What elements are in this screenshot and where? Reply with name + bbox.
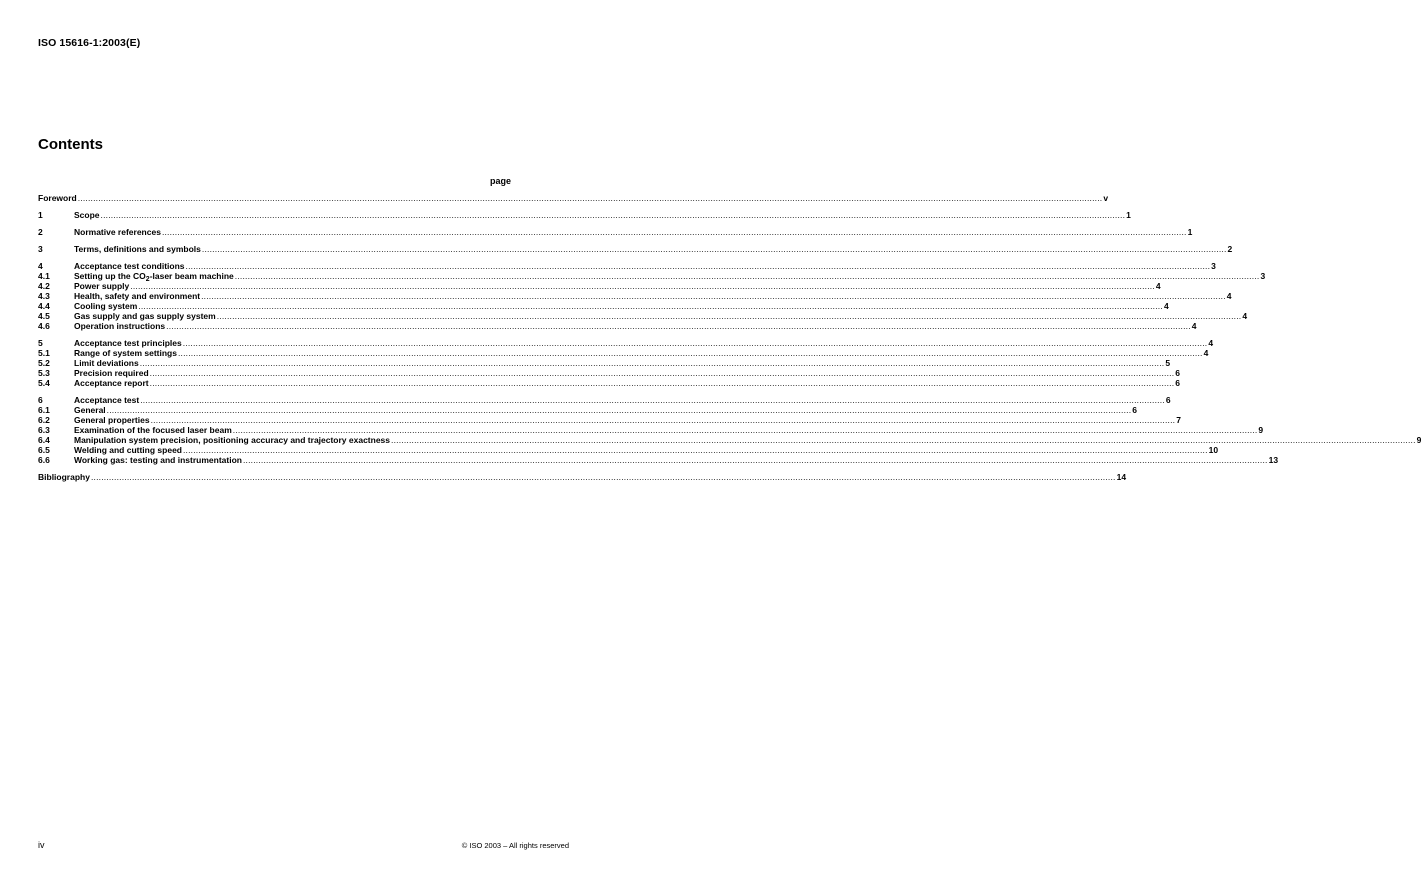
toc-entry-title <box>74 378 149 388</box>
toc-entry[interactable] <box>38 301 1169 311</box>
toc-entry-title <box>74 271 234 281</box>
toc-entry-title-text: General <box>74 405 106 415</box>
toc-entry-title-text: Scope <box>74 210 100 220</box>
toc-entry-title <box>74 321 165 331</box>
toc-entry-page: 9 <box>1416 435 1421 445</box>
toc-entry-page: 3 <box>1211 261 1216 271</box>
toc-leader-dots: ................................................................................................................................................................................................................................................................................................................................................................................................................ <box>177 348 1203 358</box>
toc-leader-dots: ................................................................................................................................................................................................................................................................................................................................................................................................................ <box>391 435 1416 445</box>
toc-entry[interactable] <box>38 378 1181 388</box>
toc-entry-title-text: Acceptance test conditions <box>74 261 185 271</box>
toc-entry[interactable] <box>38 338 1214 348</box>
toc-entry-title-subscript: 2 <box>145 276 150 283</box>
toc-entry-title <box>74 311 216 321</box>
footer-copyright: © ISO 2003 – All rights reserved <box>461 841 569 850</box>
toc-entry-number: 6.5 <box>38 445 50 455</box>
toc-entry-title <box>74 415 150 425</box>
toc-leader-dots: ................................................................................................................................................................................................................................................................................................................................................................................................................ <box>185 261 1211 271</box>
toc-entry[interactable] <box>38 358 1171 368</box>
toc-entry-title <box>74 435 390 445</box>
toc-leader-dots: ................................................................................................................................................................................................................................................................................................................................................................................................................ <box>201 291 1226 301</box>
toc-entry-title <box>74 405 106 415</box>
toc-entry-number: 5.2 <box>38 358 50 368</box>
toc-entry-title <box>74 210 100 220</box>
toc-entry[interactable] <box>38 425 1264 435</box>
toc-entry-title-text: Operation instructions <box>74 321 166 331</box>
toc-entry-title <box>74 455 242 465</box>
toc-entry-page: 2 <box>1227 244 1233 254</box>
toc-leader-dots: ................................................................................................................................................................................................................................................................................................................................................................................................................ <box>140 395 1165 405</box>
toc-entry-number: 6.4 <box>38 435 50 445</box>
toc-entry[interactable] <box>38 435 1421 445</box>
toc-entry-number: 4.5 <box>38 311 50 321</box>
toc-entry-page: 4 <box>1242 311 1248 321</box>
toc-entry-title <box>74 281 129 291</box>
toc-entry-title <box>74 261 185 271</box>
toc-leader-dots: ................................................................................................................................................................................................................................................................................................................................................................................................................ <box>138 301 1163 311</box>
toc-entry-number: 6 <box>38 395 43 405</box>
toc-entry[interactable] <box>38 261 1216 271</box>
toc-entry-number: 4.1 <box>38 271 50 281</box>
toc-entry-number: 5.1 <box>38 348 50 358</box>
toc-leader-dots: ................................................................................................................................................................................................................................................................................................................................................................................................................ <box>216 311 1242 321</box>
toc-entry-page: 1 <box>1126 210 1131 220</box>
toc-entry-title-text: Gas supply and gas supply system <box>74 311 216 321</box>
toc-entry-number: 4.3 <box>38 291 50 301</box>
toc-entry-title <box>74 358 139 368</box>
toc-leader-dots: ................................................................................................................................................................................................................................................................................................................................................................................................................ <box>182 338 1208 348</box>
toc-entry[interactable] <box>38 405 1138 415</box>
toc-leader-dots: ................................................................................................................................................................................................................................................................................................................................................................................................................ <box>183 445 1208 455</box>
toc-leader-dots: ................................................................................................................................................................................................................................................................................................................................................................................................................ <box>90 472 1116 482</box>
table-of-contents <box>38 193 1421 482</box>
toc-entry-title <box>74 445 182 455</box>
footer-page-number: iv <box>38 840 45 850</box>
toc-entry-number: 4.6 <box>38 321 50 331</box>
contents-title: Contents <box>38 136 103 153</box>
toc-entry-title <box>74 244 201 254</box>
toc-entry-title-text: Working gas: testing and instrumentation <box>74 455 242 465</box>
toc-leader-dots: ................................................................................................................................................................................................................................................................................................................................................................................................................ <box>139 358 1165 368</box>
toc-entry-page: 3 <box>1260 271 1266 281</box>
document-id: ISO 15616-1:2003(E) <box>38 37 141 49</box>
toc-entry-title-text: -laser beam machine <box>149 271 234 281</box>
toc-entry-page: 13 <box>1268 455 1279 465</box>
toc-entry-title <box>38 193 77 203</box>
toc-entry-number: 5.3 <box>38 368 50 378</box>
toc-entry-title-text: Manipulation system precision, positioning accuracy and trajectory exactness <box>74 435 391 445</box>
toc-entry-title-text: Precision required <box>74 368 149 378</box>
toc-entry[interactable] <box>38 311 1248 321</box>
toc-entry[interactable] <box>38 291 1232 301</box>
toc-entry-page: 4 <box>1203 348 1209 358</box>
toc-entry[interactable] <box>38 395 1171 405</box>
toc-entry-title <box>74 348 177 358</box>
toc-leader-dots: ................................................................................................................................................................................................................................................................................................................................................................................................................ <box>130 281 1155 291</box>
toc-entry-number: 4.2 <box>38 281 50 291</box>
toc-entry-number: 4.4 <box>38 301 50 311</box>
toc-entry-number: 1 <box>38 210 43 220</box>
toc-entry[interactable] <box>38 244 1233 254</box>
toc-entry-title-text: Examination of the focused laser beam <box>74 425 232 435</box>
toc-entry-page: 5 <box>1165 358 1171 368</box>
page-column-label: page <box>489 176 511 186</box>
toc-entry-title <box>74 368 149 378</box>
toc-entry-title-text: Power supply <box>74 281 130 291</box>
toc-leader-dots: ................................................................................................................................................................................................................................................................................................................................................................................................................ <box>234 271 1260 281</box>
toc-entry[interactable] <box>38 472 1127 482</box>
toc-leader-dots: ................................................................................................................................................................................................................................................................................................................................................................................................................ <box>150 415 1176 425</box>
toc-entry-title-text: Range of system settings <box>74 348 177 358</box>
toc-entry-number: 4 <box>38 261 43 271</box>
toc-entry[interactable] <box>38 455 1279 465</box>
toc-leader-dots: ................................................................................................................................................................................................................................................................................................................................................................................................................ <box>201 244 1227 254</box>
toc-entry-page: 10 <box>1208 445 1219 455</box>
toc-entry-number: 5 <box>38 338 43 348</box>
toc-entry-page: 6 <box>1175 368 1181 378</box>
toc-leader-dots: ................................................................................................................................................................................................................................................................................................................................................................................................................ <box>149 368 1175 378</box>
toc-entry-title-text: Acceptance report <box>74 378 149 388</box>
toc-entry[interactable] <box>38 193 1109 203</box>
toc-entry-number: 2 <box>38 227 43 237</box>
toc-entry-page: 14 <box>1116 472 1127 482</box>
toc-entry-page: 4 <box>1155 281 1161 291</box>
toc-entry[interactable] <box>38 348 1209 358</box>
toc-leader-dots: ................................................................................................................................................................................................................................................................................................................................................................................................................ <box>100 210 1126 220</box>
toc-entry-number: 6.2 <box>38 415 50 425</box>
toc-leader-dots: ................................................................................................................................................................................................................................................................................................................................................................................................................ <box>161 227 1187 237</box>
toc-leader-dots: ................................................................................................................................................................................................................................................................................................................................................................................................................ <box>106 405 1132 415</box>
toc-entry-number: 6.6 <box>38 455 50 465</box>
toc-entry-number: 6.3 <box>38 425 50 435</box>
toc-entry[interactable] <box>38 281 1161 291</box>
toc-entry-title <box>74 301 137 311</box>
toc-entry-title-text: General properties <box>74 415 150 425</box>
toc-entry-title <box>74 291 200 301</box>
toc-entry-title <box>74 395 139 405</box>
toc-entry-page: 4 <box>1163 301 1169 311</box>
toc-entry-title-text: Acceptance test principles <box>74 338 182 348</box>
toc-entry[interactable] <box>38 271 1266 283</box>
toc-leader-dots: ................................................................................................................................................................................................................................................................................................................................................................................................................ <box>166 321 1191 331</box>
toc-entry-title-text: Terms, definitions and symbols <box>74 244 201 254</box>
toc-entry[interactable] <box>38 321 1197 331</box>
toc-entry-page: 4 <box>1226 291 1232 301</box>
toc-entry[interactable] <box>38 445 1219 455</box>
toc-entry[interactable] <box>38 227 1193 237</box>
toc-entry-page: 1 <box>1187 227 1193 237</box>
toc-entry-title-text: Acceptance test <box>74 395 140 405</box>
toc-entry[interactable] <box>38 368 1181 378</box>
toc-entry-number: 3 <box>38 244 43 254</box>
toc-entry-page: 9 <box>1258 425 1264 435</box>
toc-entry-page: 4 <box>1208 338 1214 348</box>
toc-entry-page: 6 <box>1165 395 1171 405</box>
toc-entry-title-text: Health, safety and environment <box>74 291 201 301</box>
toc-entry-page: v <box>1103 193 1109 203</box>
toc-leader-dots: ................................................................................................................................................................................................................................................................................................................................................................................................................ <box>242 455 1268 465</box>
toc-entry-title-text: Welding and cutting speed <box>74 445 182 455</box>
toc-leader-dots: ................................................................................................................................................................................................................................................................................................................................................................................................................ <box>77 193 1103 203</box>
toc-entry-title-text: Setting up the CO <box>74 271 146 281</box>
toc-entry-title-text: Normative references <box>74 227 161 237</box>
toc-entry-page: 4 <box>1191 321 1197 331</box>
toc-entry-title-text: Foreword <box>38 193 77 203</box>
toc-entry-title <box>74 338 182 348</box>
toc-entry-title-text: Bibliography <box>38 472 90 482</box>
toc-entry[interactable] <box>38 415 1181 425</box>
toc-entry[interactable] <box>38 210 1131 220</box>
toc-entry-title <box>74 227 161 237</box>
toc-entry-title-text: Limit deviations <box>74 358 139 368</box>
toc-entry-title <box>38 472 90 482</box>
toc-entry-number: 5.4 <box>38 378 50 388</box>
toc-entry-page: 7 <box>1176 415 1181 425</box>
toc-entry-title <box>74 425 232 435</box>
toc-leader-dots: ................................................................................................................................................................................................................................................................................................................................................................................................................ <box>149 378 1175 388</box>
toc-entry-page: 6 <box>1175 378 1181 388</box>
toc-entry-number: 6.1 <box>38 405 50 415</box>
toc-entry-page: 6 <box>1132 405 1138 415</box>
toc-leader-dots: ................................................................................................................................................................................................................................................................................................................................................................................................................ <box>232 425 1258 435</box>
toc-entry-title-text: Cooling system <box>74 301 138 311</box>
